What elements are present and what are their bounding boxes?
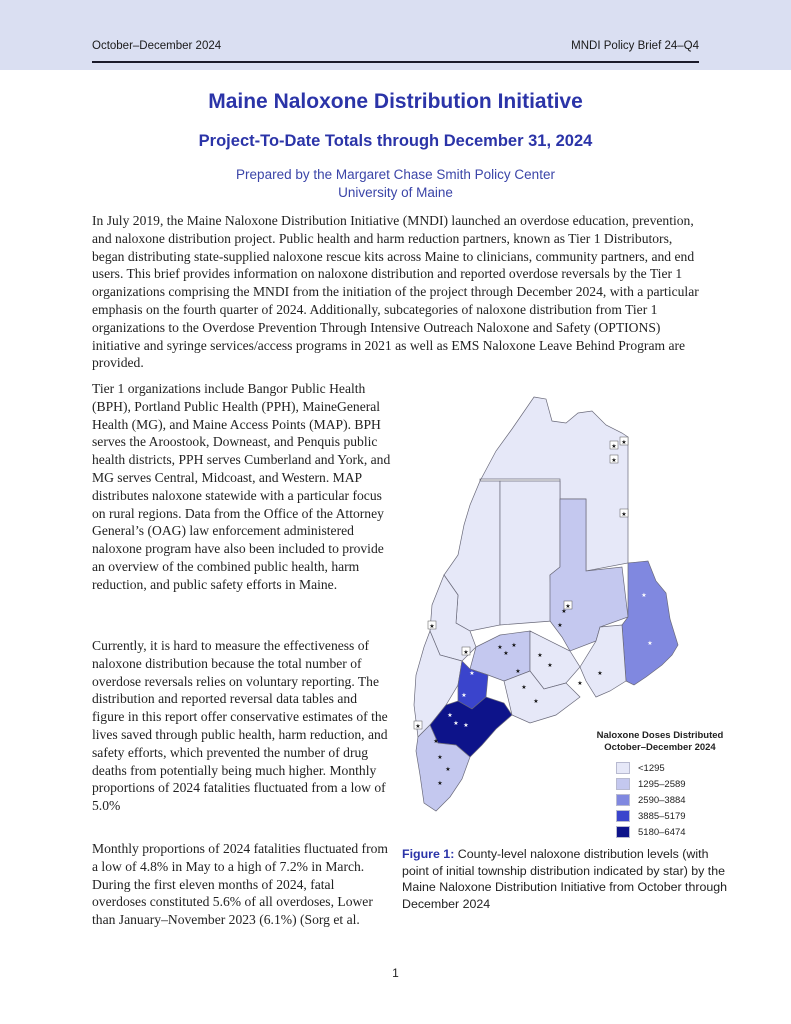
legend-item: [616, 824, 730, 840]
legend-swatch: [616, 762, 630, 774]
svg-text:★: ★: [429, 623, 435, 630]
county-washington: [622, 561, 678, 685]
svg-text:★: ★: [415, 723, 421, 730]
intro-paragraph: In July 2019, the Maine Naloxone Distribution Initiative (MNDI) launched an overdose education, prevention, and naloxone distribution project. Public health and harm reduction partners, known as Tier 1 Distributors, began distributing state-supplied naloxone rescue kits across Maine to clinicians, community partners, and end users. This brief provides information on naloxone distribution and reported overdose reversals by the Tier 1 organizations comprising the MNDI from the initiation of the project through December 2024, with a particular emphasis on the fourth quarter of 2024. Additionally, subcategories of naloxone distribution from Tier 1 organizations to the Overdose Prevention Through Intensive Outreach Naloxone and Safety (OPTIONS) initiative and syringe services/access programs in 2021 as well as EMS Naloxone Leave Behind Program are provided.: [92, 213, 699, 371]
svg-text:★: ★: [647, 640, 653, 647]
svg-text:★: ★: [565, 603, 571, 610]
svg-text:★: ★: [547, 662, 553, 669]
svg-text:★: ★: [621, 511, 627, 518]
legend-label: 1295–2589: [638, 778, 686, 790]
prepared-by-university: University of Maine: [338, 185, 453, 200]
header-band: [0, 0, 791, 70]
monthly-proportions-paragraph: Monthly proportions of 2024 fatalities fluctuated from a low of 4.8% in May to a high of 7.2% in March. During the first eleven months of 2024, fatal overdoses constituted 5.6% of all overdoses, Lower than January–November 2023 (6.1%) (Sorg et al.: [92, 841, 388, 928]
svg-text:★: ★: [577, 680, 583, 687]
page-title: Maine Naloxone Distribution Initiative: [208, 90, 583, 113]
header-divider: [92, 61, 699, 63]
legend-swatch: [616, 778, 630, 790]
legend-swatch: [616, 810, 630, 822]
page-subtitle: Project-To-Date Totals through December 31, 2024: [198, 132, 593, 150]
svg-text:★: ★: [611, 457, 617, 464]
svg-text:★: ★: [537, 652, 543, 659]
svg-text:★: ★: [447, 712, 453, 719]
map-legend: [590, 730, 730, 840]
svg-text:★: ★: [621, 439, 627, 446]
svg-text:★: ★: [437, 754, 443, 761]
legend-label: <1295: [638, 762, 665, 774]
svg-text:★: ★: [445, 766, 451, 773]
svg-text:★: ★: [463, 649, 469, 656]
svg-text:★: ★: [503, 650, 509, 657]
page-number: 1: [392, 966, 399, 980]
svg-text:★: ★: [533, 698, 539, 705]
header-period: October–December 2024: [92, 40, 222, 52]
legend-label: 5180–6474: [638, 826, 686, 838]
svg-text:★: ★: [463, 722, 469, 729]
legend-title: Naloxone Doses Distributed October–December 2024: [596, 730, 724, 753]
svg-text:★: ★: [611, 443, 617, 450]
legend-item: [616, 776, 730, 792]
svg-text:★: ★: [557, 622, 563, 629]
prepared-by-organization: Prepared by the Margaret Chase Smith Policy Center: [236, 167, 555, 182]
legend-items: [616, 760, 730, 840]
legend-item: [616, 792, 730, 808]
svg-text:★: ★: [511, 642, 517, 649]
figure-caption: [402, 846, 732, 912]
header-brief-id: MNDI Policy Brief 24–Q4: [571, 40, 699, 52]
prepared-by: [0, 166, 791, 202]
svg-text:★: ★: [461, 692, 467, 699]
svg-text:★: ★: [521, 684, 527, 691]
legend-swatch: [616, 794, 630, 806]
svg-text:★: ★: [453, 720, 459, 727]
svg-text:★: ★: [469, 670, 475, 677]
legend-label: 3885–5179: [638, 810, 686, 822]
figure-label: Figure 1:: [402, 847, 455, 861]
figure-caption-text: County-level naloxone distribution levels (with point of initial township distribution indicated by star) by the Maine Naloxone Distribution Initiative from October through December 2024: [402, 847, 728, 911]
svg-text:★: ★: [433, 738, 439, 745]
tier1-paragraph: Tier 1 organizations include Bangor Public Health (BPH), Portland Public Health (PPH), MaineGeneral Health (MG), and Maine Access Points (MAP). BPH serves the Aroostook, Downeast, and Penquis public health districts, PPH serves Cumberland and York, and MG serves Central, Midcoast, and Western. MAP distributes naloxone statewide with a particular focus on rural regions. Data from the Office of the Attorney General’s (OAG) law enforcement administered naloxone program have also been included to provide an overview of the combined public health, harm reduction, and public safety efforts in Maine.: [92, 381, 391, 592]
legend-swatch: [616, 826, 630, 838]
svg-text:★: ★: [437, 780, 443, 787]
effectiveness-paragraph: Currently, it is hard to measure the effectiveness of naloxone distribution because the total number of overdose reversals relies on voluntary reporting. The distribution and reported reversal data tables and figure in this report offer conservative estimates of the lives saved through public health, harm reduction, and safety efforts, which prevented the number of drug deaths from potentially being much higher. Monthly proportions of 2024 fatalities fluctuated from a low of 5.0%: [92, 638, 388, 814]
svg-text:★: ★: [515, 668, 521, 675]
legend-item: [616, 808, 730, 824]
svg-text:★: ★: [561, 608, 567, 615]
legend-label: 2590–3884: [638, 794, 686, 806]
svg-text:★: ★: [597, 670, 603, 677]
svg-text:★: ★: [641, 592, 647, 599]
legend-item: [616, 760, 730, 776]
svg-text:★: ★: [497, 644, 503, 651]
